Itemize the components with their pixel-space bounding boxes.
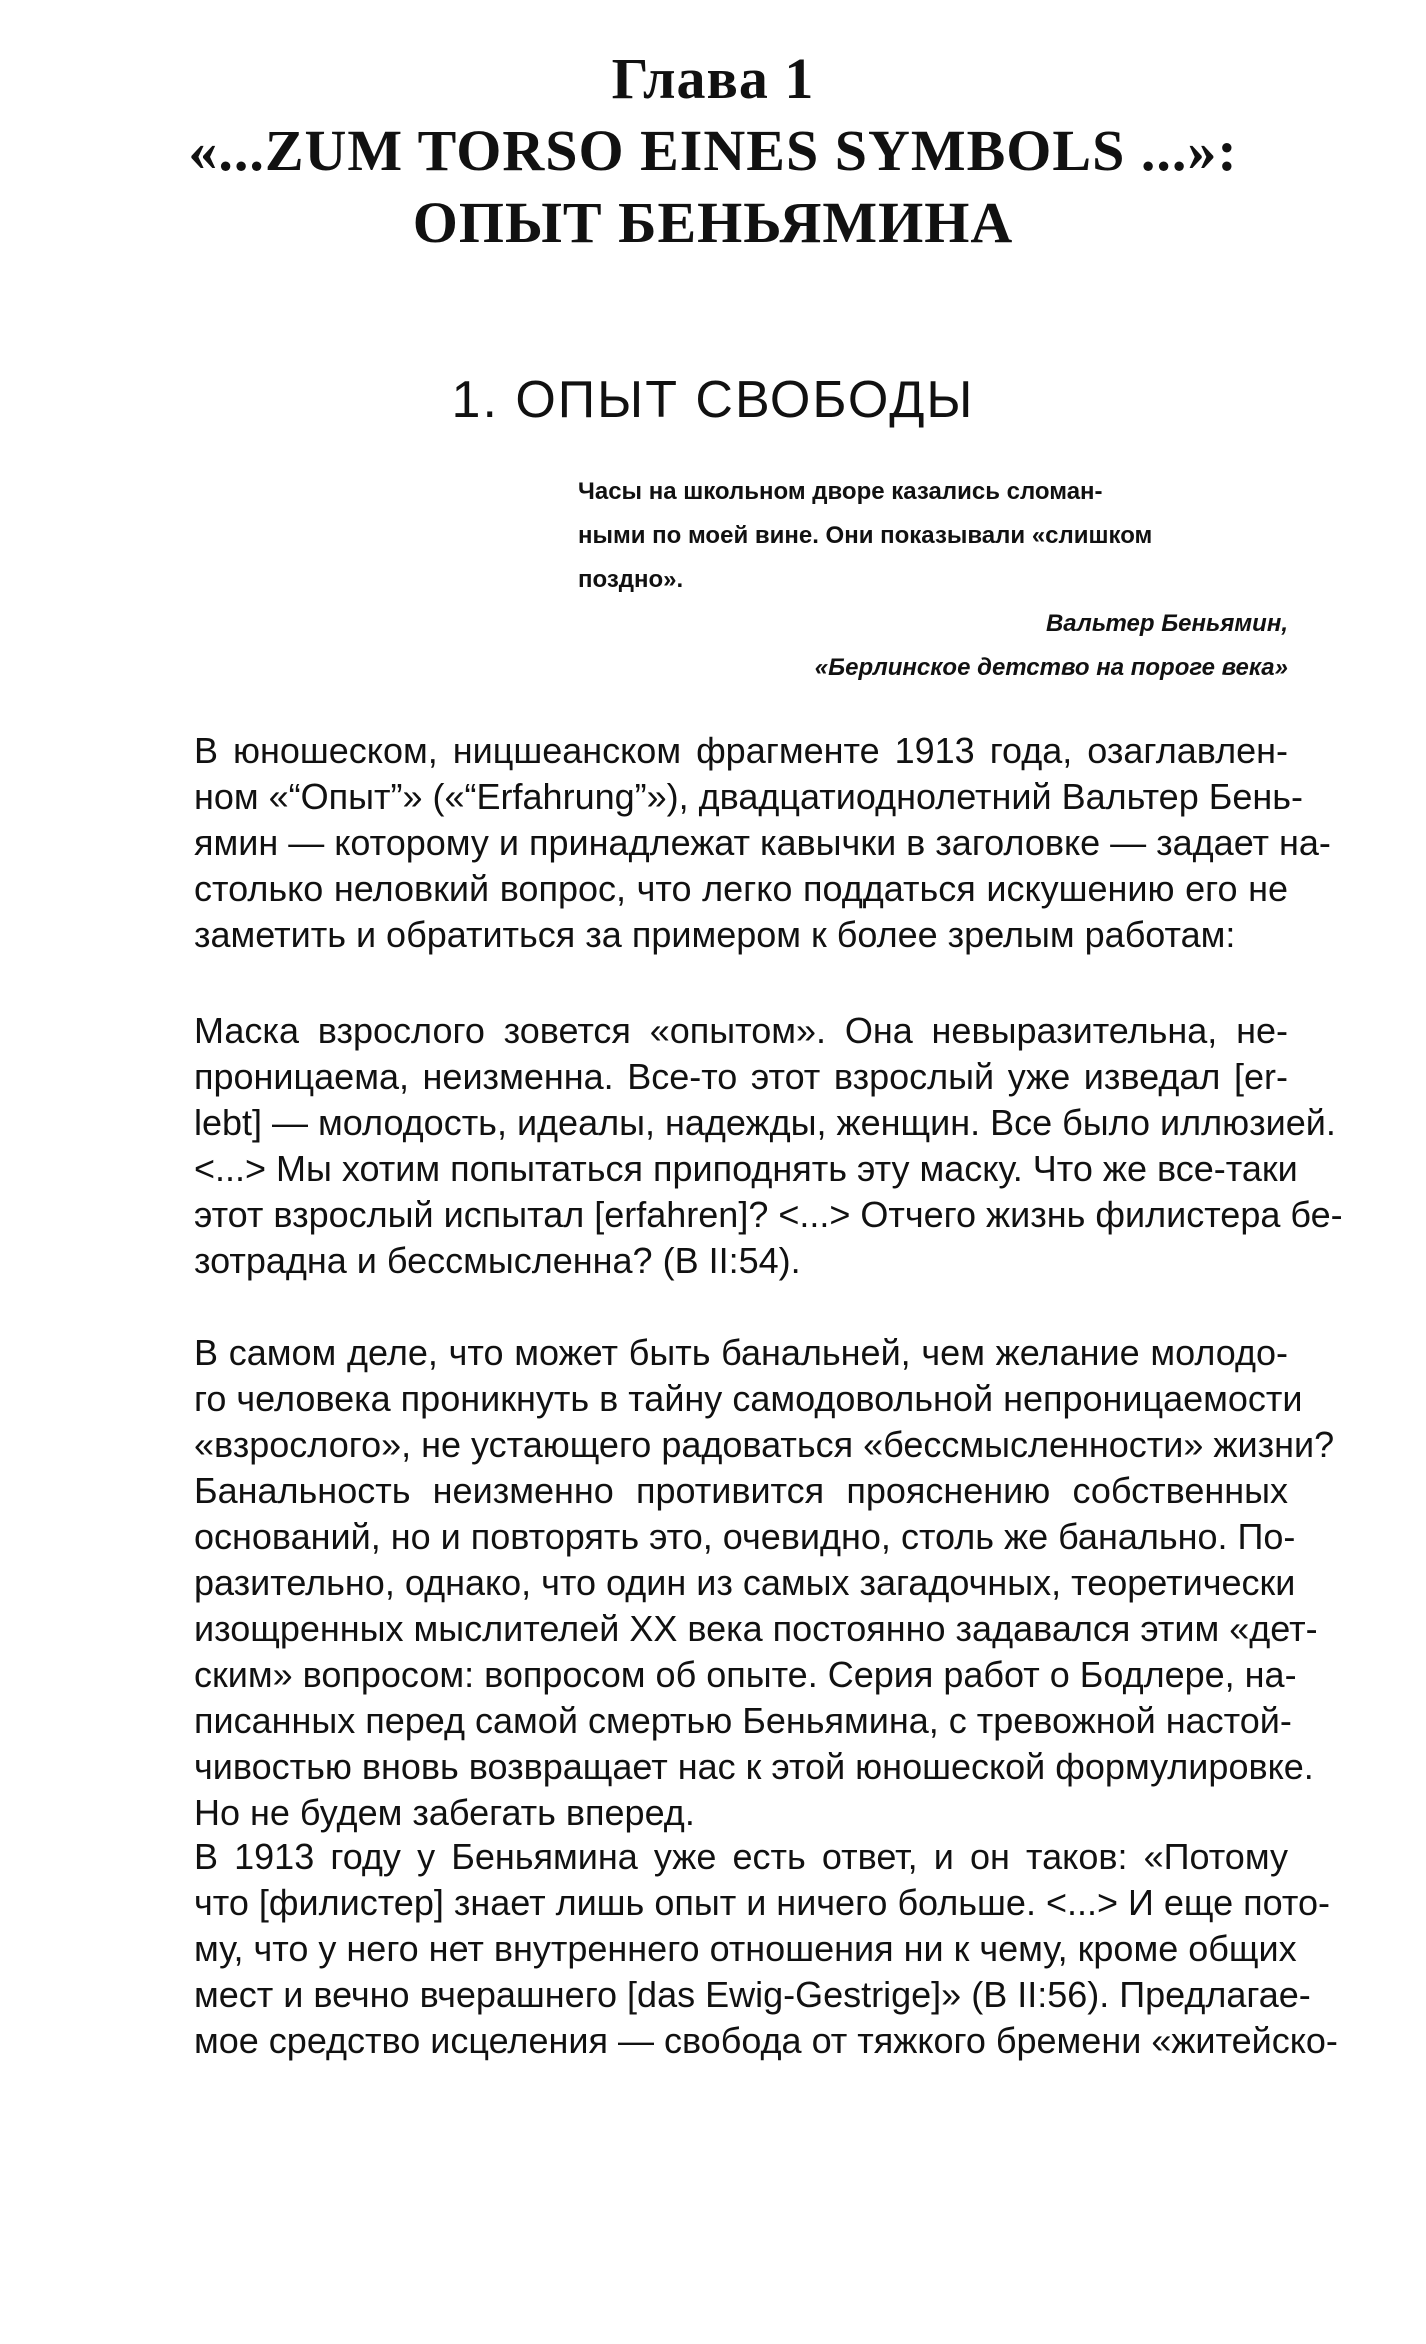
paragraph-3 — [194, 1834, 1338, 2064]
text-line: В юношеском, ницшеанском фрагменте 1913 года, озаглавлен- — [194, 730, 1288, 771]
epigraph — [578, 470, 1288, 690]
paragraph-2 — [194, 1330, 1335, 1836]
text-line: столько неловкий вопрос, что легко поддаться искушению его не — [194, 868, 1288, 909]
text-line: <...> Мы хотим попытаться приподнять эту маску. Что же все-таки — [194, 1148, 1298, 1189]
text-line: Маска взрослого зовется «опытом». Она невыразительна, не- — [194, 1010, 1288, 1051]
text-line: проницаема, неизменна. Все-то этот взрослый уже изведал [er- — [194, 1056, 1288, 1097]
paragraph-1 — [194, 728, 1331, 958]
epigraph-line: Часы на школьном дворе казались сломан- — [578, 478, 1103, 505]
text-line: писанных перед самой смертью Беньямина, с тревожной настой- — [194, 1700, 1292, 1741]
text-line: этот взрослый испытал [erfahren]? <...> Отчего жизнь филистера бе- — [194, 1194, 1343, 1235]
text-line: мое средство исцеления — свобода от тяжкого бремени «житейско- — [194, 2020, 1338, 2061]
text-line: му, что у него нет внутреннего отношения ни к чему, кроме общих — [194, 1928, 1297, 1969]
chapter-number: Глава 1 — [611, 46, 815, 111]
text-line: В 1913 году у Беньямина уже есть ответ, и он таков: «Потому — [194, 1836, 1288, 1877]
text-line: го человека проникнуть в тайну самодовольной непроницаемости — [194, 1378, 1303, 1419]
text-line: «взрослого», не устающего радоваться «бессмысленности» жизни? — [194, 1424, 1335, 1465]
block-quote — [194, 1008, 1343, 1284]
text-line: В самом деле, что может быть банальней, чем желание молодо- — [194, 1332, 1288, 1373]
text-line: заметить и обратиться за примером к более зрелым работам: — [194, 914, 1236, 955]
text-line: изощренных мыслителей XX века постоянно задавался этим «дет- — [194, 1608, 1318, 1649]
epigraph-author: Вальтер Беньямин, — [1045, 610, 1288, 637]
text-line: Банальность неизменно противится прояснению собственных — [194, 1470, 1288, 1511]
text-line: зотрадна и бессмысленна? (B II:54). — [194, 1240, 801, 1281]
text-line: мест и вечно вчерашнего [das Ewig-Gestrige]» (B II:56). Предлагае- — [194, 1974, 1311, 2015]
text-line: ямин — которому и принадлежат кавычки в заголовке — задает на- — [194, 822, 1331, 863]
text-line: чивостью вновь возвращает нас к этой юношеской формулировке. — [194, 1746, 1314, 1787]
text-line: оснований, но и повторять это, очевидно, столь же банально. По- — [194, 1516, 1296, 1557]
text-line: ном «“Опыт”» («“Erfahrung”»), двадцатиоднолетний Вальтер Бень- — [194, 776, 1303, 817]
epigraph-line: поздно». — [578, 566, 684, 593]
text-line: ским» вопросом: вопросом об опыте. Серия работ о Бодлере, на- — [194, 1654, 1297, 1695]
chapter-title-line-2: ОПЫТ БЕНЬЯМИНА — [412, 190, 1014, 255]
epigraph-line: ными по моей вине. Они показывали «слишком — [578, 522, 1153, 549]
epigraph-source: «Берлинское детство на пороге века» — [814, 654, 1288, 681]
text-line: разительно, однако, что один из самых загадочных, теоретически — [194, 1562, 1296, 1603]
text-line: Но не будем забегать вперед. — [194, 1792, 695, 1833]
chapter-title-line-1: «...ZUM TORSO EINES SYMBOLS ...»: — [188, 118, 1238, 183]
text-line: что [филистер] знает лишь опыт и ничего больше. <...> И еще пото- — [194, 1882, 1330, 1923]
text-line: lebt] — молодость, идеалы, надежды, женщин. Все было иллюзией. — [194, 1102, 1336, 1143]
section-title: 1. ОПЫТ СВОБОДЫ — [451, 371, 975, 429]
